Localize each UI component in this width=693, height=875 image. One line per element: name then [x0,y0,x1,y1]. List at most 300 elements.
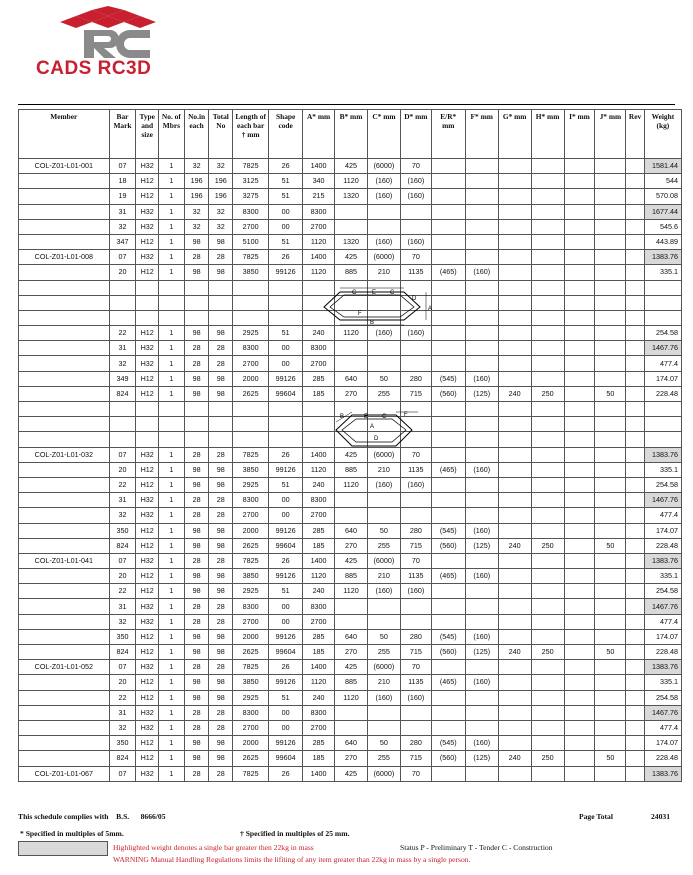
table-cell [184,280,209,295]
table-row [19,493,682,508]
table-cell [498,280,531,295]
table-cell: 885 [335,569,368,584]
table-cell [498,189,531,204]
table-cell [564,265,595,280]
table-cell: 31 [109,599,136,614]
table-cell [335,705,368,720]
table-cell [109,295,136,310]
table-cell: 98 [184,736,209,751]
table-cell [531,766,564,781]
table-cell: 50 [367,371,400,386]
table-cell [498,766,531,781]
column-header: No. of Mbrs [159,110,185,159]
table-cell: 285 [303,629,335,644]
diagram-label: C [382,414,387,420]
table-row [19,751,682,766]
table-cell: 00 [269,705,303,720]
table-cell: 8300 [233,341,269,356]
table-cell: 28 [184,766,209,781]
table-cell: 270 [335,386,368,401]
table-row [19,584,682,599]
table-cell: 98 [209,675,233,690]
table-cell: 98 [209,645,233,660]
table-cell [595,736,626,751]
table-cell: 280 [400,523,431,538]
table-cell [564,447,595,462]
table-cell: (560) [431,751,465,766]
table-cell [531,280,564,295]
table-cell: 28 [209,341,233,356]
table-cell: H32 [136,614,159,629]
table-cell: 1 [159,645,185,660]
table-cell: 2700 [233,356,269,371]
table-cell: 1400 [303,159,335,174]
table-cell [431,219,465,234]
table-cell: 280 [400,629,431,644]
column-header: G* mm [498,110,531,159]
table-cell: 51 [269,234,303,249]
member-cell [19,493,110,508]
weight-cell: 174.07 [644,736,681,751]
table-cell [184,432,209,447]
table-cell: 1135 [400,265,431,280]
table-cell [498,462,531,477]
table-cell [19,432,110,447]
table-cell [465,310,498,325]
table-cell [531,417,564,432]
table-cell [595,265,626,280]
table-cell [498,310,531,325]
table-cell: 240 [498,386,531,401]
table-cell: 270 [335,645,368,660]
table-cell [626,477,645,492]
table-cell [335,341,368,356]
diagram-label: F [358,311,362,317]
table-cell: 715 [400,645,431,660]
table-cell [335,599,368,614]
table-cell [531,569,564,584]
table-cell [626,386,645,401]
note-multiples-25mm: † Specified in multiples of 25 mm. [240,829,350,838]
table-cell [465,417,498,432]
table-cell [498,523,531,538]
table-cell: (160) [400,690,431,705]
table-cell: 8300 [233,493,269,508]
table-cell [465,326,498,341]
table-cell: 350 [109,736,136,751]
table-cell: H32 [136,356,159,371]
table-cell: 28 [209,614,233,629]
table-cell: 51 [269,690,303,705]
table-cell: 22 [109,690,136,705]
table-cell: 1 [159,584,185,599]
weight-cell: 544 [644,174,681,189]
table-cell: 2625 [233,538,269,553]
table-cell: 31 [109,705,136,720]
table-cell: 70 [400,660,431,675]
table-cell: 1320 [335,234,368,249]
table-cell: 1 [159,326,185,341]
table-cell [564,219,595,234]
table-cell: (160) [367,234,400,249]
table-cell [400,614,431,629]
table-cell: 196 [209,189,233,204]
table-cell: 98 [184,523,209,538]
table-cell [498,736,531,751]
table-cell [531,204,564,219]
table-cell [367,705,400,720]
table-cell: H32 [136,204,159,219]
table-cell: 98 [209,538,233,553]
table-cell: 2925 [233,326,269,341]
table-cell [498,569,531,584]
table-cell [19,295,110,310]
table-cell: H32 [136,493,159,508]
weight-cell: 1677.44 [644,204,681,219]
table-cell [626,310,645,325]
table-cell: 28 [184,705,209,720]
table-cell: H12 [136,645,159,660]
table-cell: (545) [431,523,465,538]
weight-cell: 1383.76 [644,447,681,462]
table-cell: (545) [431,371,465,386]
member-cell [19,599,110,614]
shape-99126-diagram [318,286,436,328]
table-cell [564,629,595,644]
table-cell: (545) [431,629,465,644]
table-cell: 196 [209,174,233,189]
table-cell [335,493,368,508]
table-cell: 280 [400,371,431,386]
table-cell [233,432,269,447]
table-cell: 2925 [233,690,269,705]
table-cell: 98 [209,234,233,249]
table-cell [531,189,564,204]
table-cell: 715 [400,386,431,401]
table-cell [564,553,595,568]
table-cell: 1 [159,189,185,204]
table-cell [564,720,595,735]
table-cell: 99604 [269,538,303,553]
table-cell: 99126 [269,265,303,280]
table-cell [367,599,400,614]
diagram-label: D [374,436,379,442]
column-header: F* mm [465,110,498,159]
table-cell [431,432,465,447]
table-cell [564,432,595,447]
table-cell [564,705,595,720]
column-header: Weight (kg) [644,110,681,159]
table-cell [465,614,498,629]
table-cell [626,553,645,568]
table-cell: 98 [184,386,209,401]
table-cell: 50 [367,523,400,538]
diagram-label: C [352,290,357,296]
table-cell: 425 [335,447,368,462]
table-cell: 98 [184,751,209,766]
table-cell [626,508,645,523]
weight-cell: 228.48 [644,751,681,766]
table-cell: 98 [184,538,209,553]
table-cell [431,477,465,492]
table-cell: (6000) [367,660,400,675]
table-cell: H32 [136,553,159,568]
table-cell [564,250,595,265]
table-cell: 640 [335,371,368,386]
table-cell: (160) [465,523,498,538]
table-cell [564,538,595,553]
table-cell [644,402,681,417]
table-cell: 885 [335,462,368,477]
table-cell: (465) [431,462,465,477]
table-cell: 270 [335,538,368,553]
table-cell [498,720,531,735]
table-cell [564,523,595,538]
table-cell: 1 [159,219,185,234]
table-cell: 1400 [303,766,335,781]
table-cell [564,690,595,705]
table-cell [209,310,233,325]
table-cell: 5100 [233,234,269,249]
table-cell: 1 [159,386,185,401]
table-cell [626,766,645,781]
column-header: E/R* mm [431,110,465,159]
table-cell [367,720,400,735]
table-cell: 1120 [303,462,335,477]
table-cell: 240 [303,584,335,599]
table-cell: (560) [431,386,465,401]
table-cell: H32 [136,250,159,265]
table-cell [626,690,645,705]
table-cell [531,310,564,325]
table-cell [531,447,564,462]
table-cell [431,614,465,629]
weight-cell: 477.4 [644,508,681,523]
table-cell [498,599,531,614]
table-cell: 99604 [269,386,303,401]
table-row [19,523,682,538]
table-cell [531,584,564,599]
table-cell: 51 [269,584,303,599]
page-total-label: Page Total [579,812,613,821]
table-cell [498,584,531,599]
table-cell: H12 [136,477,159,492]
table-cell [564,174,595,189]
table-cell [400,356,431,371]
table-cell: (465) [431,675,465,690]
table-cell: 1135 [400,462,431,477]
table-cell [531,736,564,751]
table-cell: H32 [136,447,159,462]
table-cell: 185 [303,751,335,766]
table-cell [626,660,645,675]
table-cell [184,402,209,417]
table-cell: 2625 [233,386,269,401]
table-cell [465,720,498,735]
table-cell [498,553,531,568]
table-cell [564,477,595,492]
table-cell: 1 [159,720,185,735]
table-cell [595,477,626,492]
table-cell: 340 [303,174,335,189]
member-cell [19,736,110,751]
table-cell: 28 [184,493,209,508]
table-cell: (6000) [367,250,400,265]
table-row [19,690,682,705]
table-cell [595,250,626,265]
table-cell: 32 [109,720,136,735]
weight-cell: 254.58 [644,690,681,705]
table-cell [626,371,645,386]
table-cell: 07 [109,660,136,675]
table-cell: 640 [335,523,368,538]
table-cell [626,326,645,341]
weight-cell: 254.58 [644,477,681,492]
table-cell: 98 [209,371,233,386]
table-cell: 3850 [233,569,269,584]
table-cell: 255 [367,538,400,553]
column-header: Shape code [269,110,303,159]
table-row [19,250,682,265]
table-cell [465,219,498,234]
table-cell: 715 [400,538,431,553]
table-cell: 1 [159,477,185,492]
table-cell: (160) [465,675,498,690]
table-cell: 1400 [303,447,335,462]
table-cell [644,310,681,325]
table-cell: (160) [400,326,431,341]
table-cell: (160) [367,174,400,189]
table-cell: 350 [109,523,136,538]
table-cell: 26 [269,660,303,675]
table-cell: 1135 [400,569,431,584]
table-cell [595,599,626,614]
table-cell: 824 [109,645,136,660]
table-cell: 98 [209,584,233,599]
diagram-label: E [364,414,369,420]
table-cell [595,174,626,189]
table-cell [626,720,645,735]
table-cell [564,645,595,660]
table-cell: 185 [303,538,335,553]
member-cell [19,341,110,356]
table-cell [498,493,531,508]
table-cell [626,645,645,660]
table-cell [209,417,233,432]
table-cell [595,569,626,584]
table-cell [564,417,595,432]
table-cell [431,250,465,265]
table-cell [531,523,564,538]
table-cell: (160) [400,174,431,189]
table-row [19,219,682,234]
table-cell [595,629,626,644]
table-cell [498,614,531,629]
complies-label: This schedule complies with [18,812,109,821]
table-cell [367,614,400,629]
table-cell: 349 [109,371,136,386]
table-cell: (160) [367,189,400,204]
table-cell: 196 [184,189,209,204]
table-cell: 1 [159,660,185,675]
table-cell: 98 [184,584,209,599]
table-cell [595,508,626,523]
table-cell [269,417,303,432]
table-cell: 07 [109,250,136,265]
table-cell: 1320 [335,189,368,204]
member-cell [19,569,110,584]
table-cell [626,584,645,599]
page-total-value: 24031 [651,812,670,821]
table-cell [564,569,595,584]
table-cell [564,584,595,599]
table-cell: H32 [136,219,159,234]
table-cell [465,295,498,310]
table-cell [431,766,465,781]
table-cell: (465) [431,569,465,584]
member-cell [19,371,110,386]
table-cell: 00 [269,356,303,371]
table-cell [19,402,110,417]
table-row [19,614,682,629]
table-cell: 50 [367,629,400,644]
table-cell [564,371,595,386]
table-cell: H32 [136,599,159,614]
member-cell: COL-Z01-L01-001 [19,159,110,174]
table-cell [626,751,645,766]
table-cell [465,432,498,447]
table-cell [626,402,645,417]
table-cell: 640 [335,736,368,751]
bs-label: B.S. [116,812,130,821]
table-cell: 18 [109,174,136,189]
member-cell [19,326,110,341]
table-cell: 240 [498,645,531,660]
table-cell: 1 [159,371,185,386]
weight-cell: 335.1 [644,675,681,690]
table-cell [400,705,431,720]
table-cell [400,341,431,356]
table-cell [136,280,159,295]
column-header: Rev [626,110,645,159]
table-cell [465,280,498,295]
table-cell: 210 [367,675,400,690]
table-cell: 240 [303,477,335,492]
table-cell: 1400 [303,553,335,568]
table-cell: 280 [400,736,431,751]
table-cell [595,219,626,234]
table-cell: 28 [184,508,209,523]
table-cell [626,629,645,644]
column-header: C* mm [367,110,400,159]
table-cell: 28 [184,356,209,371]
member-cell [19,204,110,219]
table-cell [367,508,400,523]
table-row [19,159,682,174]
table-cell [595,690,626,705]
table-row [19,660,682,675]
table-cell [595,705,626,720]
table-cell: 28 [184,599,209,614]
table-cell [465,159,498,174]
table-cell [136,295,159,310]
member-cell [19,523,110,538]
table-cell: 240 [303,690,335,705]
table-cell [626,538,645,553]
table-cell: (160) [367,326,400,341]
table-cell [335,614,368,629]
table-cell [498,477,531,492]
